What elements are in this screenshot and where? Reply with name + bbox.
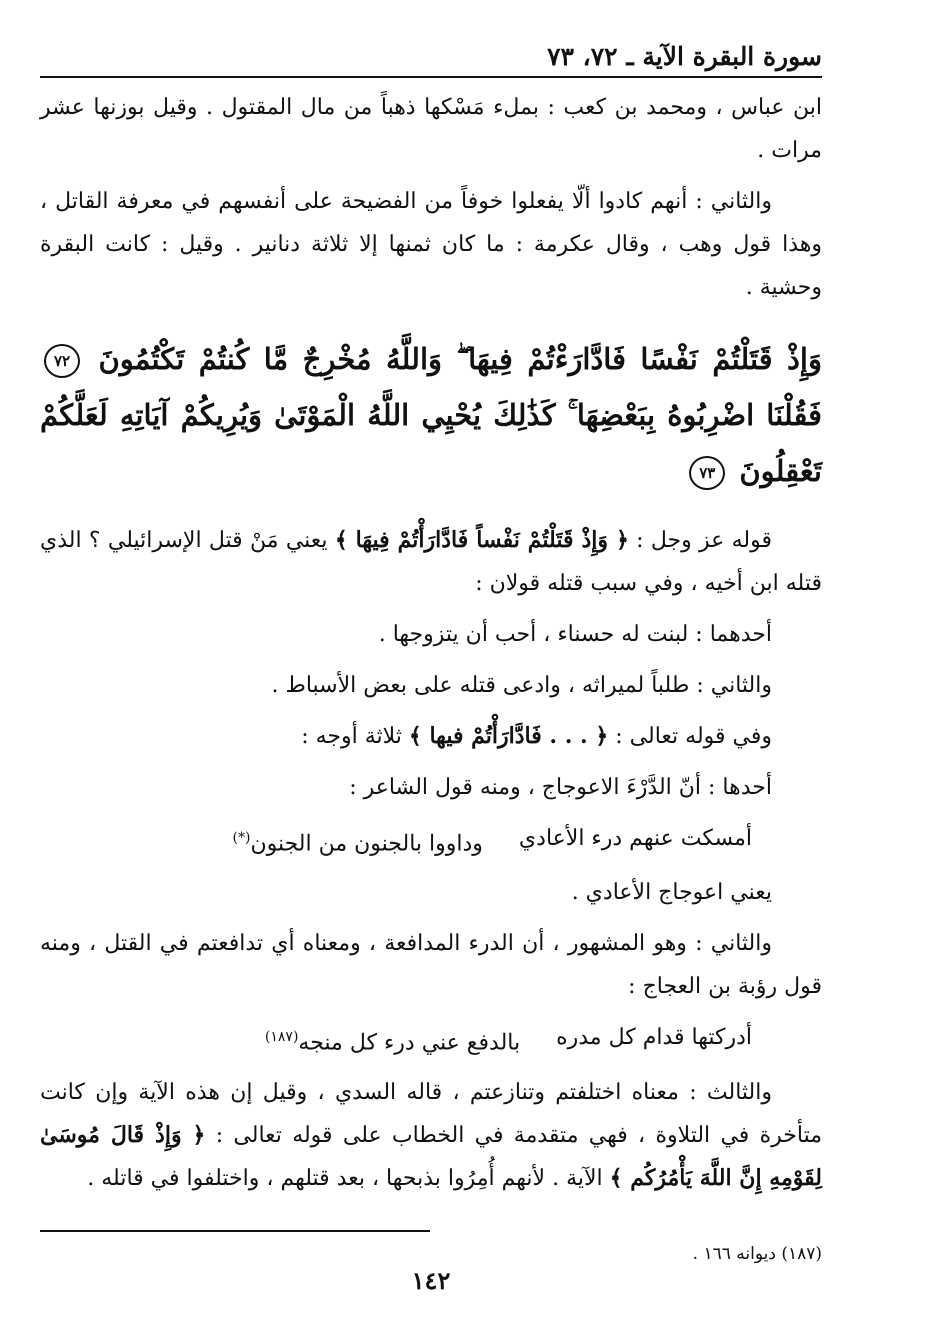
paragraph-3-quote: ﴿ وَإِذْ قَتَلْتُمْ نَفْساً فَادَّارَأْتُمْ فِيهَا ﴾ <box>334 527 629 553</box>
ayah-number-73: ٧٣ <box>689 456 725 490</box>
page-number: ١٤٢ <box>411 1266 451 1295</box>
paragraph-4: أحدهما : لبنت له حسناء ، أحب أن يتزوجها . <box>378 622 772 647</box>
paragraph-10 <box>40 1071 822 1200</box>
book-page <box>40 30 822 1310</box>
paragraph-3-rest: يعني مَنْ قتل الإسرائيلي ؟ الذي قتله ابن أخيه ، وفي سبب قتله قولان : <box>40 528 822 596</box>
paragraph-8: يعني اعوجاج الأعادي . <box>571 880 772 906</box>
main-text <box>40 86 822 1208</box>
poem-verse-1 <box>40 817 822 865</box>
verse-73-text: فَقُلْنَا اضْرِبُوهُ بِبَعْضِهَا ۚ كَذَٰلِكَ يُحْيِي اللَّهُ الْمَوْتَىٰ وَيُرِيكُمْ آيَاتِهِ لَعَلَّكُمْ تَعْقِلُونَ <box>40 398 822 488</box>
paragraph-10-rest: الآية . لأنهم أُمِرُوا بذبحها ، بعد قتلهم ، واختلفوا في قاتله . <box>87 1165 603 1191</box>
poem-2-second-hemistich-wrap <box>265 1016 520 1064</box>
paragraph-6-quote: ﴿ . . . فَادَّارَأْتُمْ فيها ﴾ <box>408 723 609 749</box>
paragraph-10-intro: والثالث : معناه اختلفتم وتنازعتم ، قاله السدي ، وقيل إن هذه الآية وإن كانت متأخرة في التلاوة ، فهي متقدمة في الخطاب على قوله تعالى : <box>40 1079 822 1148</box>
poem-1-footnote-mark: (*) <box>232 830 251 846</box>
running-header: سورة البقرة الآية ـ ٧٢، ٧٣ <box>547 42 822 71</box>
poem-1-second-hemistich: وداووا بالجنون من الجنون <box>250 831 483 857</box>
paragraph-3 <box>40 519 822 605</box>
paragraph-6-rest: ثلاثة أوجه : <box>301 724 402 749</box>
header-rule <box>40 76 822 78</box>
paragraph-3-intro: قوله عز وجل : <box>636 528 772 553</box>
poem-2-second-hemistich: بالدفع عني درء كل منجه <box>298 1030 521 1056</box>
footnote: (١٨٧) ديوانه ١٦٦ . <box>692 1244 822 1264</box>
paragraph-5: والثاني : طلباً لميراثه ، وادعى قتله على بعض الأسباط . <box>271 673 772 698</box>
paragraph-1: ابن عباس ، ومحمد بن كعب : بملء مَسْكها ذهباً من مال المقتول . وقيل بوزنها عشر مرات . <box>40 95 822 163</box>
paragraph-6 <box>40 715 822 758</box>
paragraph-2: والثاني : أنهم كادوا ألّا يفعلوا خوفاً من الفضيحة على أنفسهم في معرفة القاتل ، وهذا قول وهب ، وقال عكرمة : ما كان ثمنها إلا ثلاثة دنانير . وقيل : كانت البقرة وحشية . <box>40 189 822 300</box>
paragraph-10-quote: ﴿ وَإِذْ قَالَ مُوسَىٰ لِقَوْمِهِ إِنَّ اللَّهَ يَأْمُرُكُم ﴾ <box>40 1121 822 1191</box>
footnote-rule <box>40 1230 430 1232</box>
ayah-number-72: ٧٢ <box>44 344 80 378</box>
poem-verse-2 <box>40 1016 822 1064</box>
paragraph-6-intro: وفي قوله تعالى : <box>615 724 772 749</box>
poem-1-second-hemistich-wrap <box>233 817 483 865</box>
paragraph-7: أحدها : أنّ الدَّرْءَ الاعوجاج ، ومنه قول الشاعر : <box>349 775 772 800</box>
paragraph-9: والثاني : وهو المشهور ، أن الدرء المدافعة ، ومعناه أي تدافعتم في القتل ، ومنه قول رؤبة بن العجاج : <box>40 931 822 1000</box>
poem-1-first-hemistich: أمسكت عنهم درء الأعادي <box>518 826 752 851</box>
verse-72-text: وَإِذْ قَتَلْتُمْ نَفْسًا فَادَّارَءْتُمْ فِيهَا ۖ وَاللَّهُ مُخْرِجٌ مَّا كُنتُمْ تَكْتُمُونَ <box>98 342 822 376</box>
poem-2-footnote-mark: (١٨٧) <box>264 1029 299 1046</box>
poem-2-first-hemistich: أدركتها قدام كل مدره <box>556 1025 752 1051</box>
quran-verse-block <box>40 331 822 499</box>
